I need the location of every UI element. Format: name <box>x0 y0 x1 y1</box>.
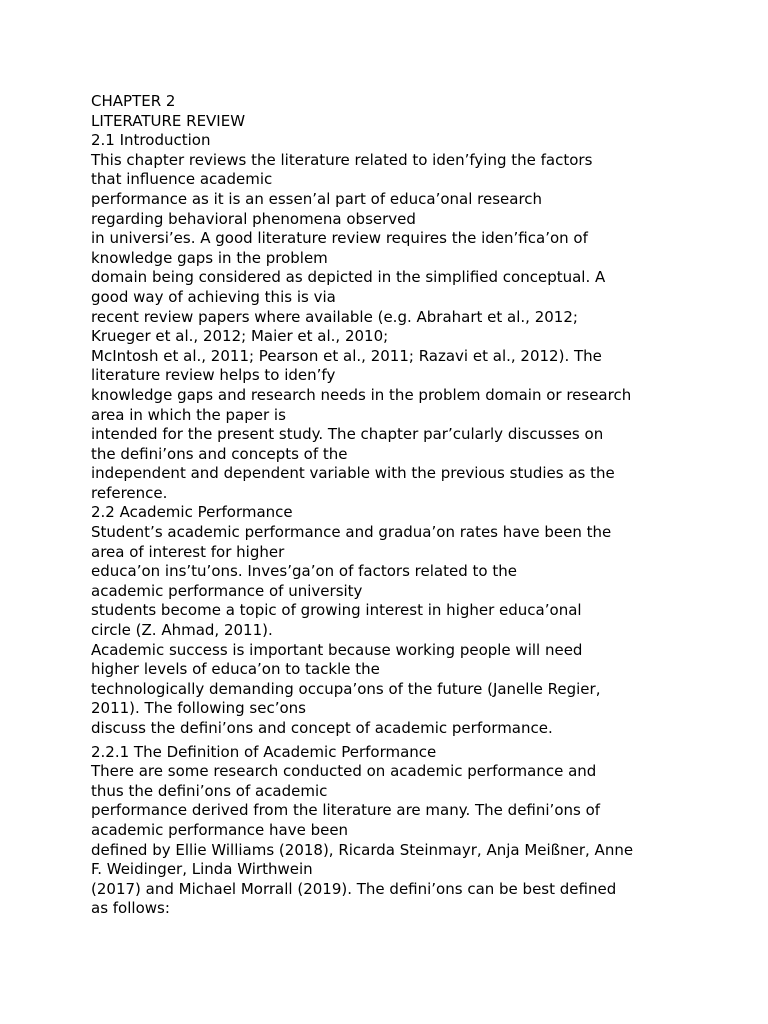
paragraph-line: discuss the defini’ons and concept of academic performance. <box>91 719 553 737</box>
paragraph-line: literature review helps to iden’fy <box>91 366 336 385</box>
paragraph-line: thus the defini’ons of academic <box>91 781 328 800</box>
paragraph-line: area of interest for higher <box>91 542 285 561</box>
paragraph-line: 2011). The following sec’ons <box>91 699 306 718</box>
paragraph-line: performance as it is an essen’al part of educa’onal research <box>91 189 543 208</box>
section-heading-academic-performance: 2.2 Academic Performance <box>91 503 293 522</box>
paragraph-line: performance derived from the literature are many. The defini’ons of <box>91 801 601 820</box>
paragraph-line: academic performance of university <box>91 581 363 600</box>
paragraph-line: intended for the present study. The chapter par’cularly discusses on <box>91 425 604 444</box>
paragraph-line: This chapter reviews the literature related to iden’fying the factors <box>91 150 593 169</box>
paragraph-line: technologically demanding occupa’ons of the future (Janelle Regier, <box>91 679 601 698</box>
paragraph-line: that influence academic <box>91 170 273 189</box>
paragraph-line: good way of achieving this is via <box>91 287 336 306</box>
paragraph-line: educa’on ins’tu’ons. Inves’ga’on of factors related to the <box>91 562 517 581</box>
paragraph-line: area in which the paper is <box>91 405 286 424</box>
chapter-title: LITERATURE REVIEW <box>91 111 246 130</box>
paragraph-line: defined by Ellie Williams (2018), Ricarda Steinmayr, Anja Meißner, Anne <box>91 840 634 859</box>
paragraph-line: Academic success is important because working people will need <box>91 640 583 659</box>
paragraph-line: domain being considered as depicted in the simplified conceptual. A <box>91 268 606 287</box>
paragraph-line: academic performance have been <box>91 820 349 839</box>
section-heading-introduction: 2.1 Introduction <box>91 131 211 150</box>
paragraph-line: (2017) and Michael Morrall (2019). The defini’ons can be best defined <box>91 879 617 898</box>
paragraph-line: in universi’es. A good literature review requires the iden’fica’on of <box>91 229 588 248</box>
paragraph-line: students become a topic of growing interest in higher educa’onal <box>91 601 582 620</box>
subsection-heading-definition: 2.2.1 The Definition of Academic Performance <box>91 742 437 761</box>
paragraph-line: knowledge gaps in the problem <box>91 248 328 267</box>
paragraph-line: circle (Z. Ahmad, 2011). <box>91 621 273 640</box>
paragraph-line: regarding behavioral phenomena observed <box>91 209 416 228</box>
paragraph-line: There are some research conducted on academic performance and <box>91 762 597 781</box>
paragraph-line: reference. <box>91 483 168 502</box>
document-page <box>91 92 691 919</box>
paragraph-line: as follows: <box>91 899 170 918</box>
paragraph-line: independent and dependent variable with the previous studies as the <box>91 464 615 483</box>
paragraph-line: the defini’ons and concepts of the <box>91 444 348 463</box>
paragraph-line: recent review papers where available (e.g. Abrahart et al., 2012; <box>91 307 578 326</box>
paragraph-line: Student’s academic performance and gradua’on rates have been the <box>91 523 612 542</box>
paragraph-line: Krueger et al., 2012; Maier et al., 2010; <box>91 327 389 346</box>
chapter-number: CHAPTER 2 <box>91 92 176 110</box>
paragraph-line: F. Weidinger, Linda Wirthwein <box>91 860 313 879</box>
paragraph-line: higher levels of educa’on to tackle the <box>91 660 380 679</box>
paragraph-line: knowledge gaps and research needs in the problem domain or research <box>91 385 632 404</box>
paragraph-line: McIntosh et al., 2011; Pearson et al., 2011; Razavi et al., 2012). The <box>91 346 602 365</box>
